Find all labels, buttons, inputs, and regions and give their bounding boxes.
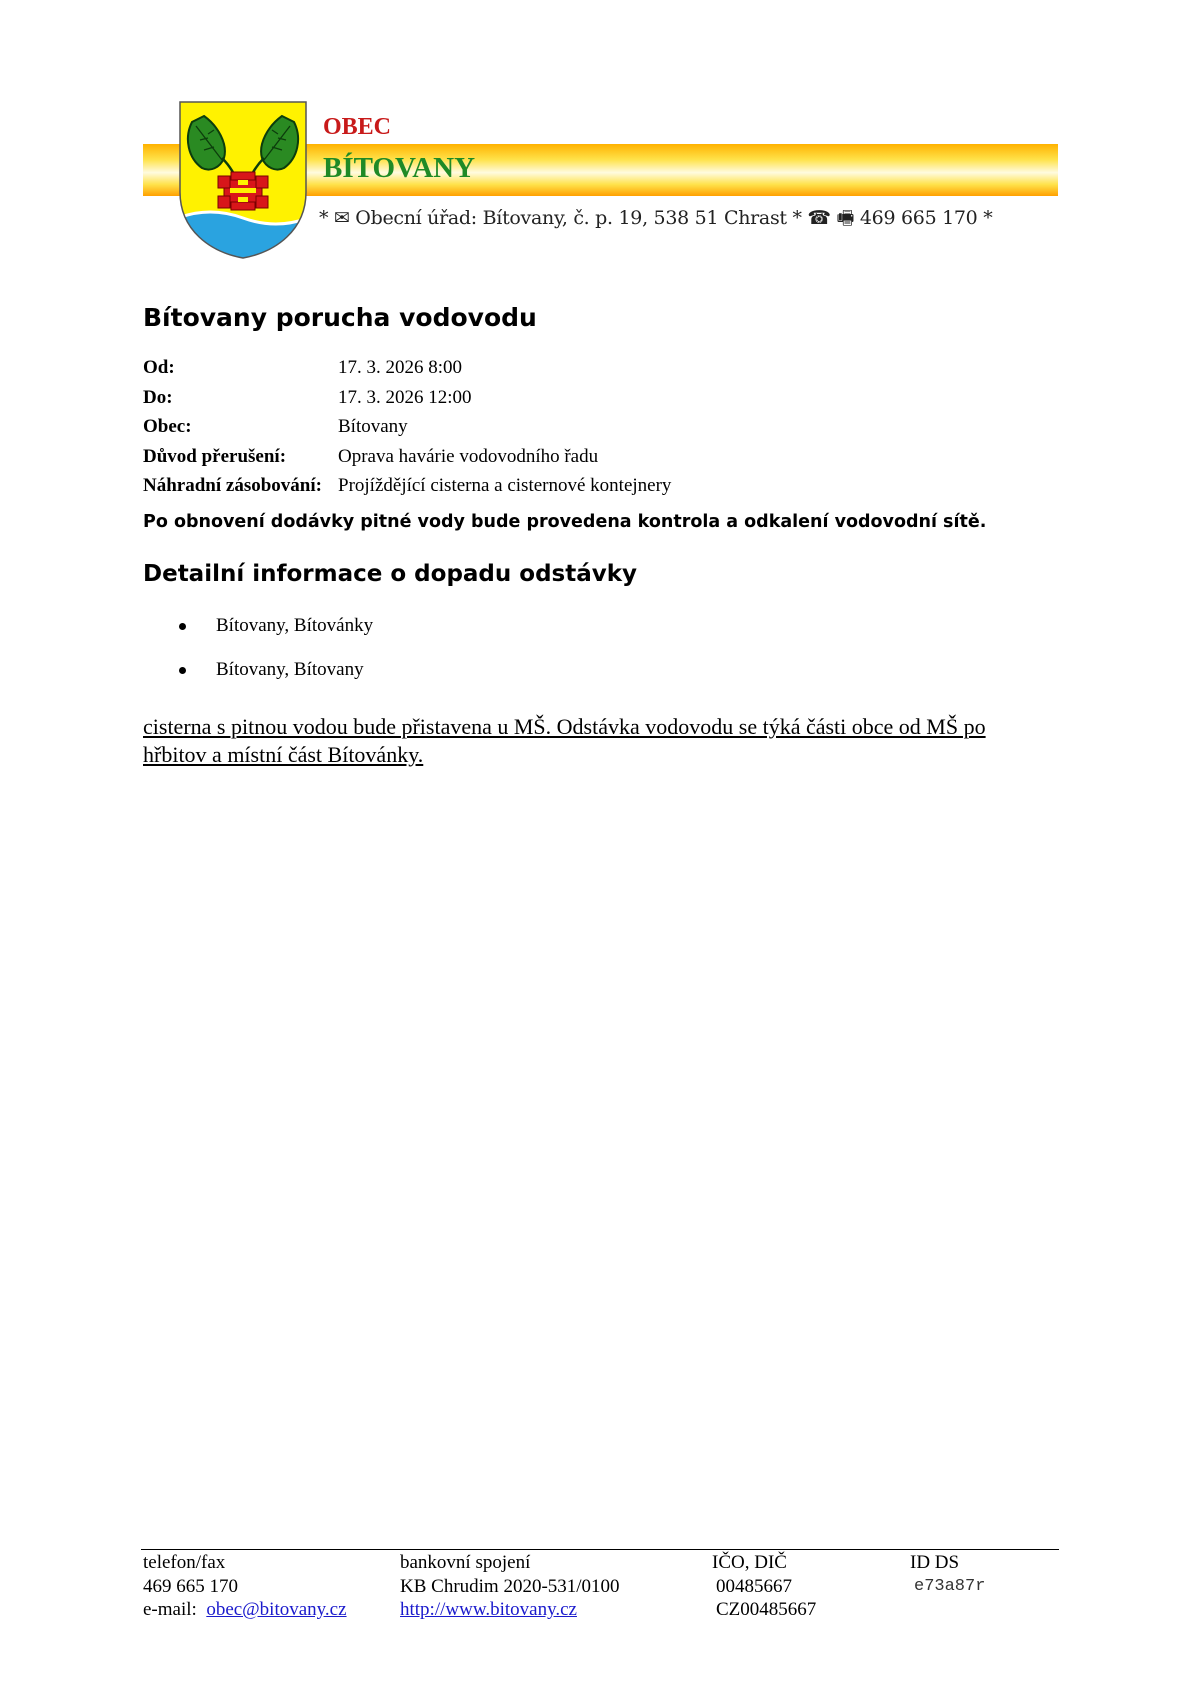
info-label: Od:: [143, 357, 175, 378]
email-label: e-mail:: [143, 1599, 197, 1620]
ds-label: ID DS: [910, 1552, 960, 1573]
footer-ico: [712, 1551, 816, 1622]
restoration-notice: Po obnovení dodávky pitné vody bude provedena kontrola a odkalení vodovodní sítě.: [143, 512, 987, 532]
info-label: Důvod přerušení:: [143, 445, 287, 467]
footer-bank: [400, 1551, 620, 1622]
footer-divider: [141, 1549, 1059, 1550]
info-value: 17. 3. 2026 12:00: [338, 386, 472, 408]
footer-ds: [910, 1551, 985, 1598]
impact-list: [143, 614, 373, 702]
info-label: Náhradní zásobování:: [143, 475, 322, 496]
info-value: Bítovany: [338, 416, 408, 437]
list-item: [143, 614, 373, 658]
ds-value: e73a87r: [914, 1576, 986, 1596]
info-row-reason: [143, 442, 1043, 472]
obec-label: OBEC: [323, 114, 392, 140]
ico-label: IČO, DIČ: [712, 1552, 787, 1573]
letterhead: [143, 100, 1058, 260]
coat-of-arms-icon: [178, 100, 308, 260]
dic-value: CZ00485667: [716, 1599, 817, 1620]
list-item-text: Bítovany, Bítovánky: [216, 615, 374, 636]
ico-value: 00485667: [716, 1575, 792, 1597]
water-tank-note: cisterna s pitnou vodou bude přistavena u MŠ. Odstávka vodovodu se týká části obce od MŠ po hřbitov a místní část Bítovánky.: [143, 714, 986, 767]
phone-label: telefon/fax: [143, 1552, 226, 1573]
town-name: BÍTOVANY: [323, 152, 476, 184]
page-title: Bítovany porucha vodovodu: [143, 303, 537, 332]
bank-label: bankovní spojení: [400, 1552, 531, 1573]
bullet-icon: [179, 667, 186, 674]
office-address: * ✉ Obecní úřad: Bítovany, č. p. 19, 538 51 Chrast * ☎ 🖷 469 665 170 *: [319, 207, 993, 229]
outage-info-table: [143, 353, 1043, 501]
info-row-from: [143, 353, 1043, 383]
info-row-municipality: [143, 412, 1043, 442]
info-value: Oprava havárie vodovodního řadu: [338, 445, 599, 467]
info-label: Do:: [143, 386, 173, 408]
website-link[interactable]: http://www.bitovany.cz: [400, 1599, 577, 1620]
impact-heading: Detailní informace o dopadu odstávky: [143, 561, 638, 587]
footer-contact: [143, 1551, 347, 1622]
list-item: [143, 658, 373, 702]
phone-number: 469 665 170: [143, 1575, 238, 1597]
info-value: 17. 3. 2026 8:00: [338, 357, 463, 378]
info-row-to: [143, 383, 1043, 413]
bank-account: KB Chrudim 2020-531/0100: [400, 1575, 620, 1597]
email-link[interactable]: obec@bitovany.cz: [206, 1599, 347, 1620]
info-value: Projíždějící cisterna a cisternové kontejnery: [338, 475, 672, 496]
info-label: Obec:: [143, 416, 192, 437]
bullet-icon: [179, 623, 186, 630]
list-item-text: Bítovany, Bítovany: [216, 659, 364, 680]
info-row-replacement-supply: [143, 471, 1043, 501]
